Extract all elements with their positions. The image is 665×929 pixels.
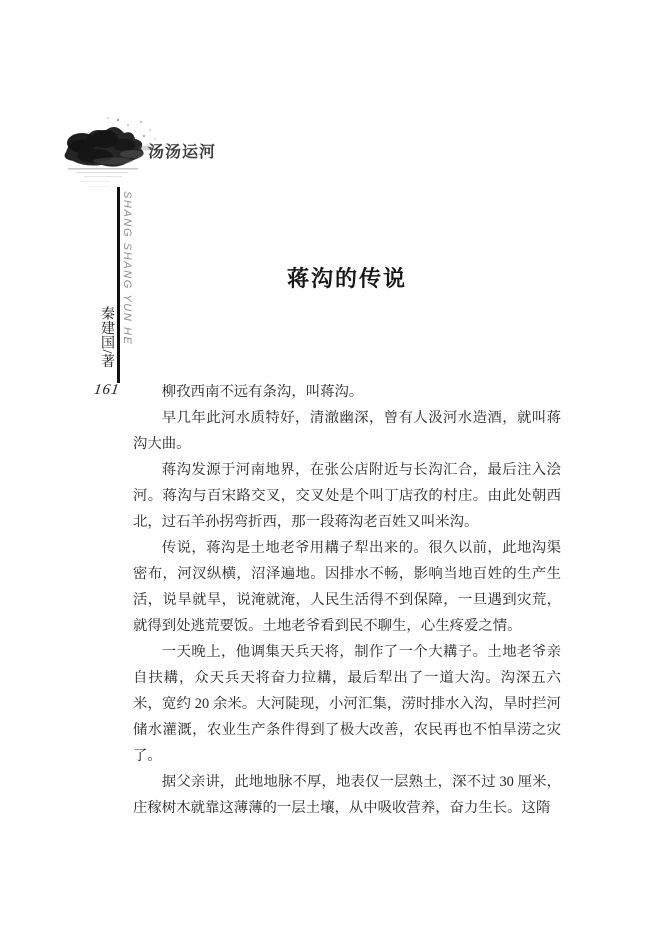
book-title: 汤汤运河: [148, 144, 217, 161]
article-paragraph: 蒋沟发源于河南地界，在张公店附近与长沟汇合，最后注入浍河。蒋沟与百宋路交叉，交叉处是个叫丁店孜的村庄。由此处朝西北，过石羊孙拐弯折西，那一段蒋沟老百姓又叫米沟。: [133, 462, 561, 530]
spine-author: [96, 306, 116, 368]
spine-vertical-rule: [117, 187, 120, 383]
article-paragraph: 传说，蒋沟是土地老爷用耩子犁出来的。很久以前，此地沟渠密布，河汊纵横，沼泽遍地。因排水不畅，影响当地百姓的生产生活，说旱就旱，说淹就淹，人民生活得不到保障，一旦遇到灾荒，就得到处逃荒要饭。土地老爷看到民不聊生，心生疼爱之情。: [133, 540, 561, 634]
article: [133, 266, 561, 821]
page-number: 161: [92, 382, 121, 398]
article-paragraph: 据父亲讲，此地地脉不厚，地表仅一层熟土，深不过 30 厘米，庄稼树木就靠这薄薄的一层土壤，从中吸收营养，奋力生长。这隋: [133, 774, 561, 816]
author-separator: /: [99, 349, 114, 354]
article-title: 蒋沟的传说: [286, 266, 407, 291]
author-role: 著: [99, 353, 114, 369]
article-paragraph: 一天晚上，他调集天兵天将，制作了一个大耩子。土地老爷亲自扶耩，众天兵天将奋力拉耩，最后犁出了一道大沟。沟深五六米，宽约 20 余米。大河陡现，小河汇集，涝时排水入沟，旱时拦河储水灌溉，农业生产条件得到了极大改善，农民再也不怕旱涝之灾了。: [133, 644, 561, 764]
article-paragraph: 柳孜西南不远有条沟，叫蒋沟。: [161, 384, 364, 400]
spine-series-title-en: SHANG SHANG YUN HE: [121, 191, 133, 346]
article-paragraph: 早几年此河水质特好，清澈幽深，曾有人汲河水造酒，就叫蒋沟大曲。: [133, 410, 561, 452]
author-name: 秦建国: [99, 306, 114, 350]
